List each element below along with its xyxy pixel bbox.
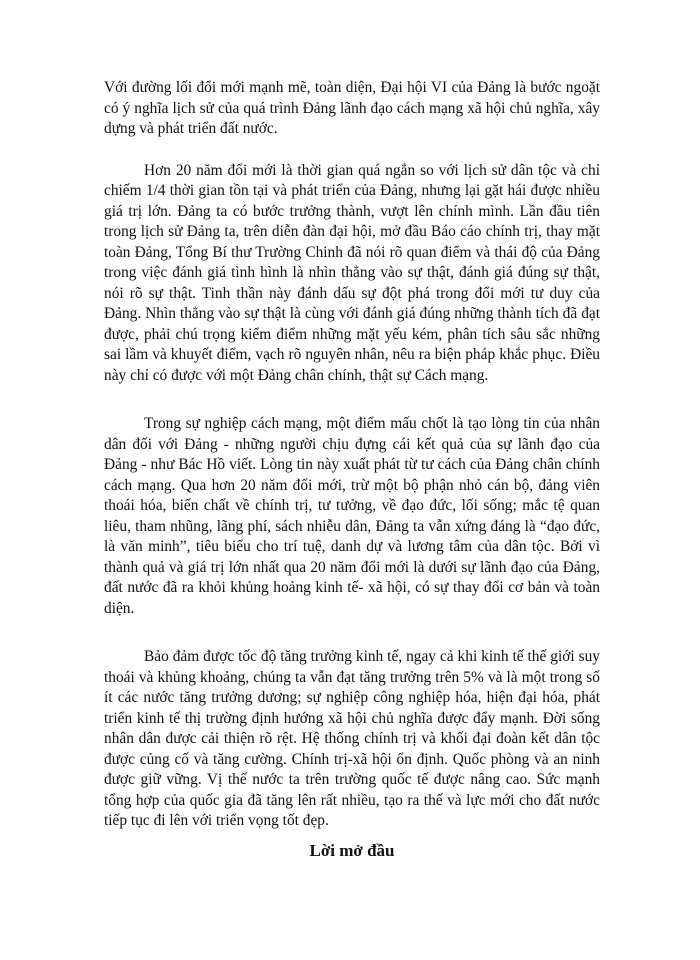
paragraph-growth: Bảo đảm được tốc độ tăng trưởng kinh tế, ngay cả khi kinh tế thế giới suy thoái và khủng khoảng, chúng ta vẫn đạt tăng trưởng trên 5% và là một trong số ít các nước tăng trưởng dương; sự nghiệp công nghiệp hóa, hiện đại hóa, phát triển kinh tế thị trường định hướng xã hội chủ nghĩa được đẩy mạnh. Đời sống nhân dân được cải thiện rõ rệt. Hệ thống chính trị và khối đại đoàn kết dân tộc được củng cố và tăng cường. Chính trị-xã hội ổn định. Quốc phòng và an ninh được giữ vững. Vị thế nước ta trên trường quốc tế được nâng cao. Sức mạnh tổng hợp của quốc gia đã tăng lên rất nhiều, tạo ra thế và lực mới cho đất nước tiếp tục đi lên với triển vọng tốt đẹp. xyxy=(104,648,600,829)
paragraph-twenty-years: Hơn 20 năm đổi mới là thời gian quá ngắn so với lịch sử dân tộc và chỉ chiếm 1/4 thời gian tồn tại và phát triển của Đảng, nhưng lại gặt hái được nhiều giá trị lớn. Đảng ta có bước trưởng thành, vượt lên chính mình. Lần đầu tiên trong lịch sử Đảng ta, trên diễn đàn đại hội, mở đầu Báo cáo chính trị, thay mặt toàn Đảng, Tổng Bí thư Trường Chinh đã nói rõ quan điểm và thái độ của Đảng trong việc đánh giá tình hình là nhìn thẳng vào sự thật, đánh giá đúng sự thật, nói rõ sự thật. Tinh thần này đánh dấu sự đột phá trong đổi mới tư duy của Đảng. Nhìn thẳng vào sự thật là cùng với đánh giá đúng những thành tích đã đạt được, phải chú trọng kiểm điểm những mặt yếu kém, phân tích sâu sắc những sai lầm và khuyết điểm, vạch rõ nguyên nhân, nêu ra biện pháp khắc phục. Điều này chỉ có được với một Đảng chân chính, thật sự Cách mạng. xyxy=(104,161,600,384)
document-page xyxy=(104,78,600,862)
paragraph-intro: Với đường lối đổi mới mạnh mẽ, toàn diện, Đại hội VI của Đảng là bước ngoặt có ý nghĩa lịch sử của quá trình Đảng lãnh đạo cách mạng xã hội chủ nghĩa, xây dựng và phát triển đất nước. xyxy=(104,79,600,137)
paragraph-trust: Trong sự nghiệp cách mạng, một điểm mấu chốt là tạo lòng tin của nhân dân đối với Đảng - những người chịu đựng cái kết quả của sự lãnh đạo của Đảng - như Bác Hồ viết. Lòng tin này xuất phát từ tư cách của Đảng chân chính cách mạng. Qua hơn 20 năm đổi mới, trừ một bộ phận nhỏ cán bộ, đảng viên thoái hóa, biến chất về chính trị, tư tưởng, về đạo đức, lối sống; mắc tệ quan liêu, tham nhũng, lãng phí, sách nhiễu dân, Đảng ta vẫn xứng đáng là “đạo đức, là văn minh”, tiêu biểu cho trí tuệ, danh dự và lương tâm của dân tộc. Bởi vì thành quả và giá trị lớn nhất qua 20 năm đổi mới là dưới sự lãnh đạo của Đảng, đất nước đã ra khỏi khủng hoảng kinh tế- xã hội, có sự thay đổi cơ bản và toàn diện. xyxy=(104,415,600,617)
section-heading: Lời mở đầu xyxy=(309,840,395,860)
